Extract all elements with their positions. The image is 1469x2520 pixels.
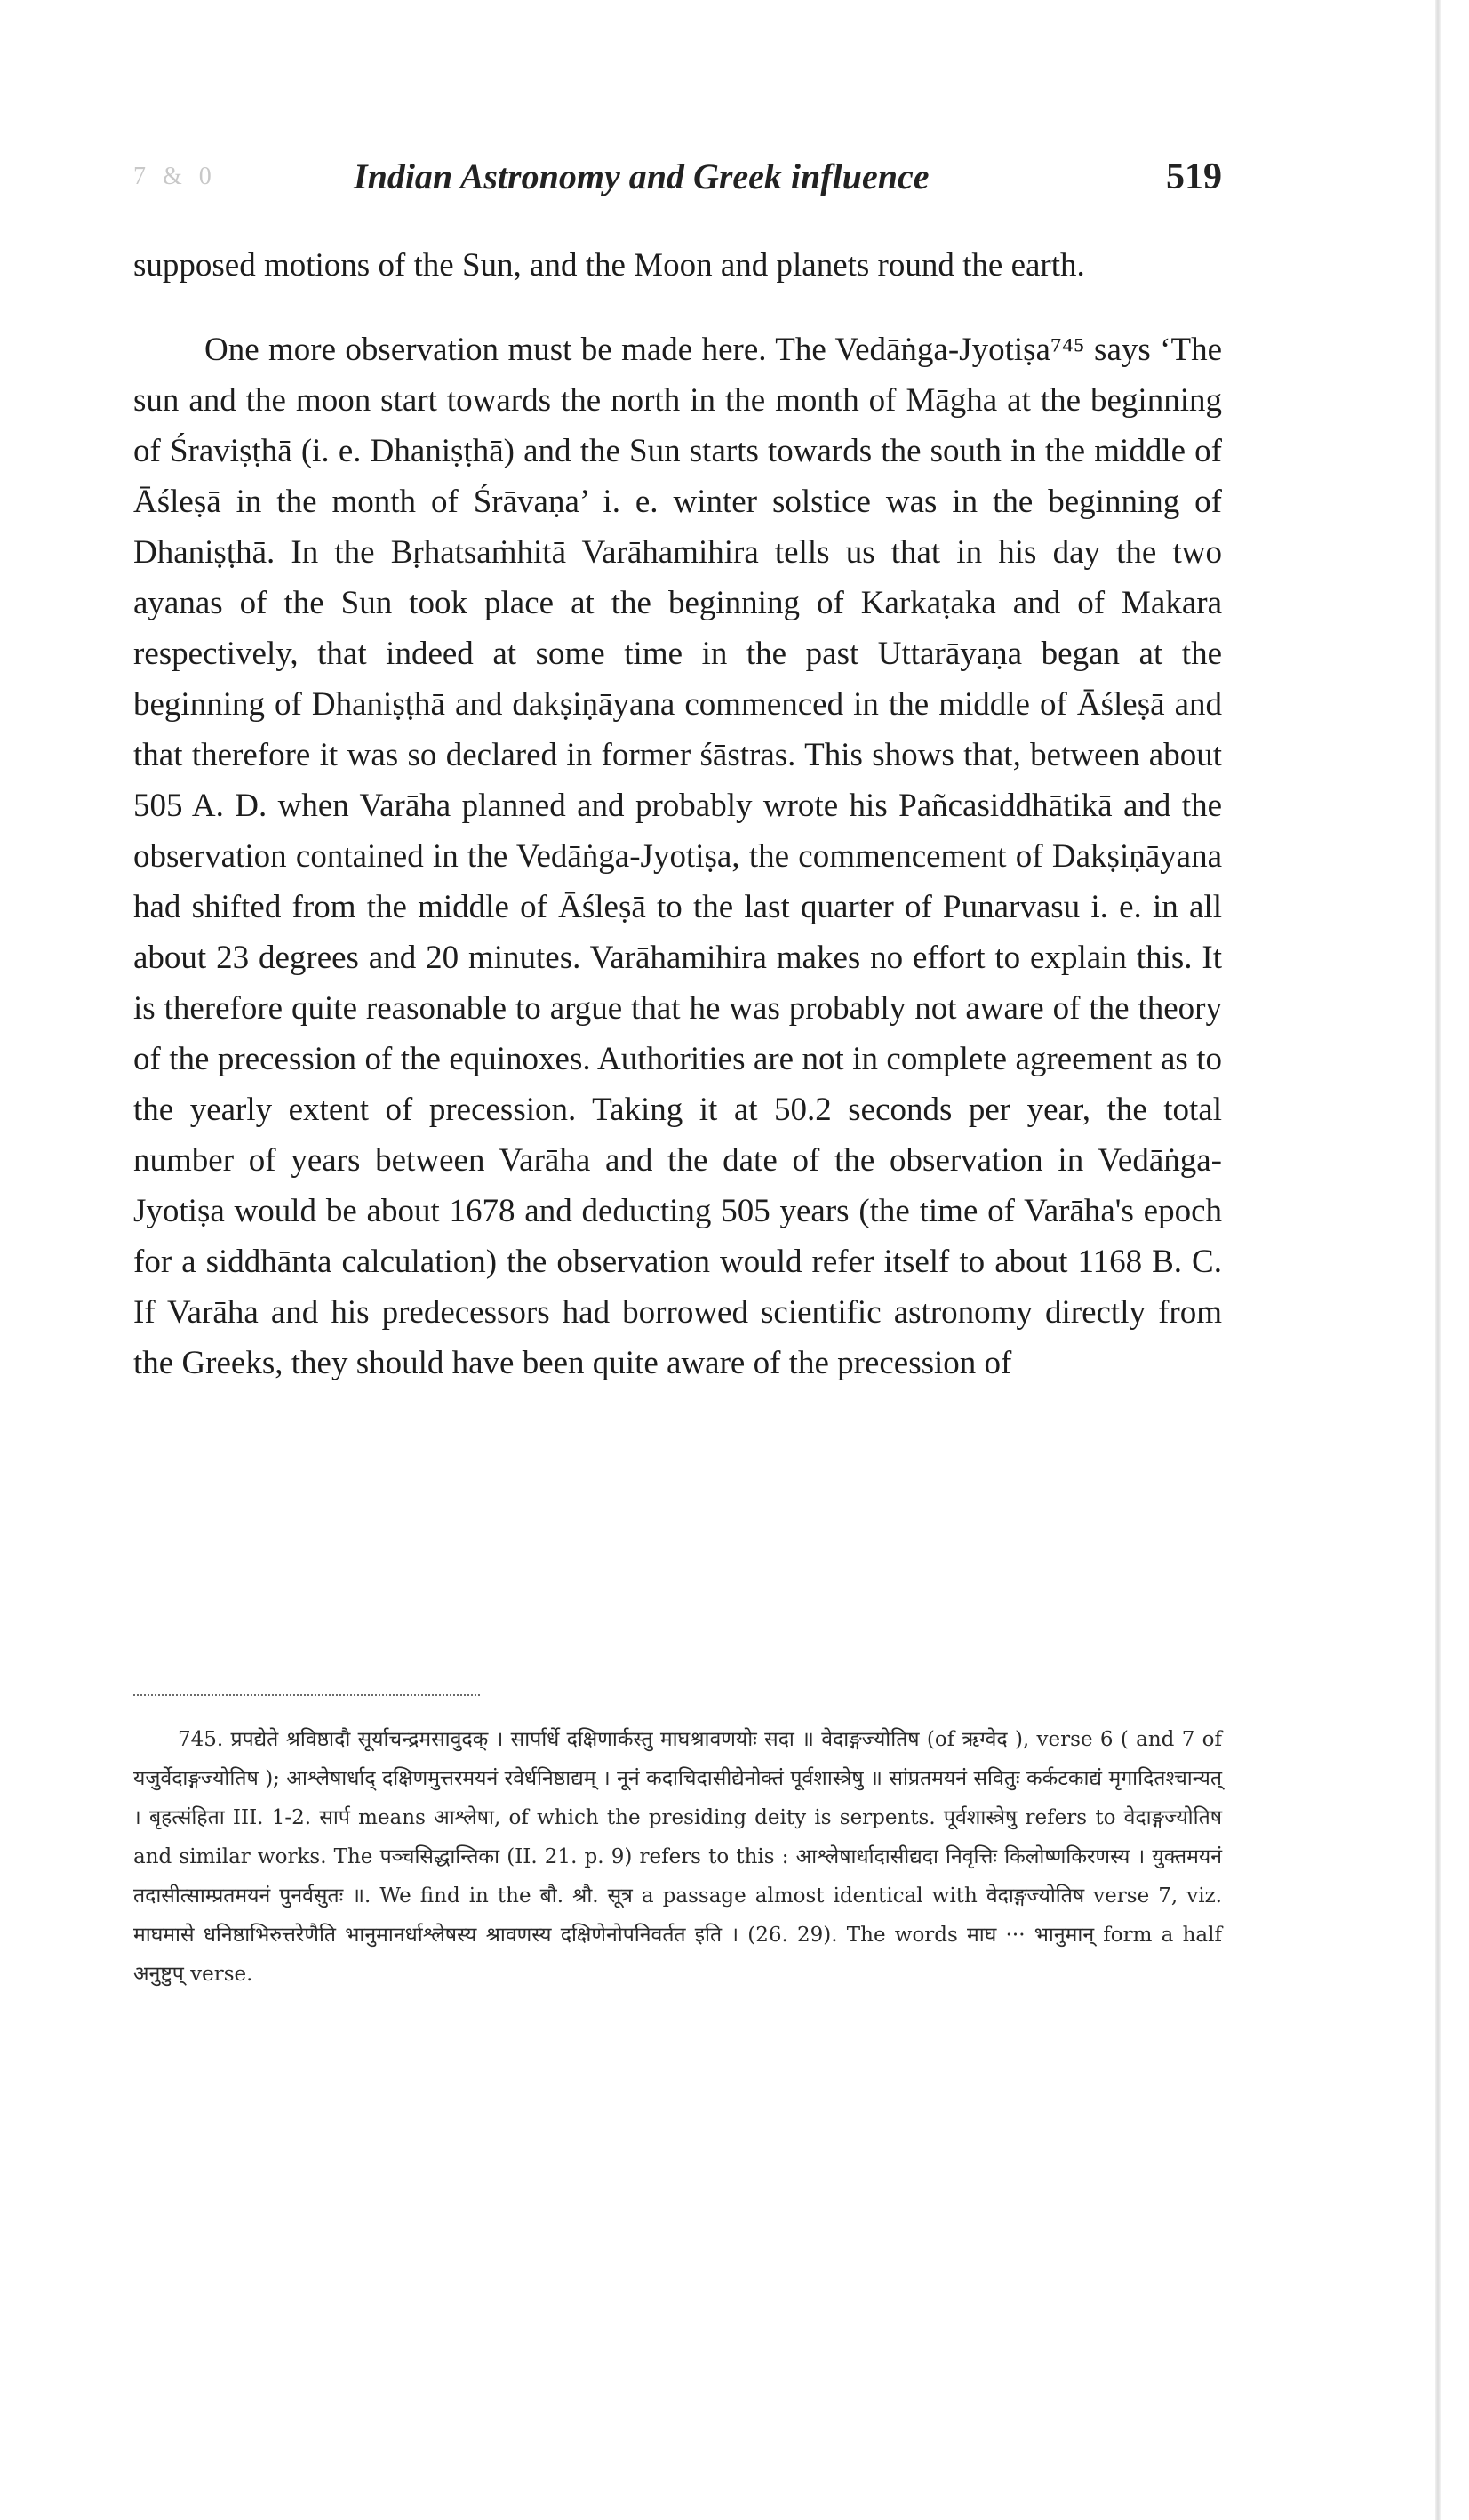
paragraph-1: supposed motions of the Sun, and the Moon and planets round the earth. [133,247,1085,284]
footnote-745: 745. प्रपद्येते श्रविष्ठादौ सूर्याचन्द्रमसावुदक् । सार्पार्धे दक्षिणार्कस्तु माघश्रावणयोः सदा ॥ वेदाङ्गज्योतिष (of ऋग्वेद ), verse 6 ( and 7 of यजुर्वेदाङ्गज्योतिष ); आश्लेषार्धाद् दक्षिणमुत्तरमयनं रवेर्धनिष्ठाद्यम् । नूनं कदाचिदासीद्येनोक्तं पूर्वशास्त्रेषु ॥ सांप्रतमयनं सवितुः कर्कटकाद्यं मृगादितश्चान्यत् । बृहत्संहिता III. 1-2. सार्प means आश्लेषा, of which the presiding deity is serpents. पूर्वशास्त्रेषु refers to वेदाङ्गज्योतिष and similar works. The पञ्चसिद्धान्तिका (II. 21. p. 9) refers to this : आश्लेषार्धादासीद्यदा निवृत्तिः किलोष्णकिरणस्य । युक्तमयनं तदासीत्साम्प्रतमयनं पुनर्वसुतः ॥. We find in the बौ. श्रौ. सूत्र a passage almost identical with वेदाङ्गज्योतिष verse 7, viz. माघमासे धनिष्ठाभिरुत्तरेणैति भानुमानर्धाश्लेषस्य श्रावणस्य दक्षिणेनोपनिवर्तत इति । (26. 29). The words माघ ··· भानुमान् form a half अनुष्टुप् verse. [133,1728,1222,1986]
page-number: 519 [1166,156,1222,197]
running-head: Indian Astronomy and Greek influence [354,156,930,196]
page-edge [1435,0,1441,2520]
page-header [133,156,1222,209]
footnote-divider [133,1694,480,1696]
faded-mark: 7 & 0 [133,163,217,190]
body-text [133,240,1222,1388]
footnote [133,1720,1222,1994]
paragraph-2: One more observation must be made here. The Vedāṅga-Jyotiṣa⁷⁴⁵ says ‘The sun and the moon start towards the north in the month of Māgha at the beginning of Śraviṣṭhā (i. e. Dhaniṣṭhā) and the Sun starts towards the south in the middle of Āśleṣā in the month of Śrāvaṇa’ i. e. winter solstice was in the beginning of Dhaniṣṭhā. In the Bṛhatsaṁhitā Varāhamihira tells us that in his day the two ayanas of the Sun took place at the beginning of Karkaṭaka and of Makara respectively, that indeed at some time in the past Uttarāyaṇa began at the beginning of Dhaniṣṭhā and dakṣiṇāyana commenced in the middle of Āśleṣā and that therefore it was so declared in former śāstras. This shows that, between about 505 A. D. when Varāha planned and probably wrote his Pañcasiddhātikā and the observation contained in the Vedāṅga-Jyotiṣa, the commencement of Dakṣiṇāyana had shifted from the middle of Āśleṣā to the last quarter of Punarvasu i. e. in all about 23 degrees and 20 minutes. Varāhamihira makes no effort to explain this. It is therefore quite reasonable to argue that he was probably not aware of the theory of the precession of the equinoxes. Authorities are not in complete agreement as to the yearly extent of precession. Taking it at 50.2 seconds per year, the total number of years between Varāha and the date of the observation in Vedāṅga-Jyotiṣa would be about 1678 and deducting 505 years (the time of Varāha's epoch for a siddhānta calculation) the observation would refer itself to about 1168 B. C. If Varāha and his predecessors had borrowed scientific astronomy directly from the Greeks, they should have been quite aware of the precession of [133,332,1222,1381]
